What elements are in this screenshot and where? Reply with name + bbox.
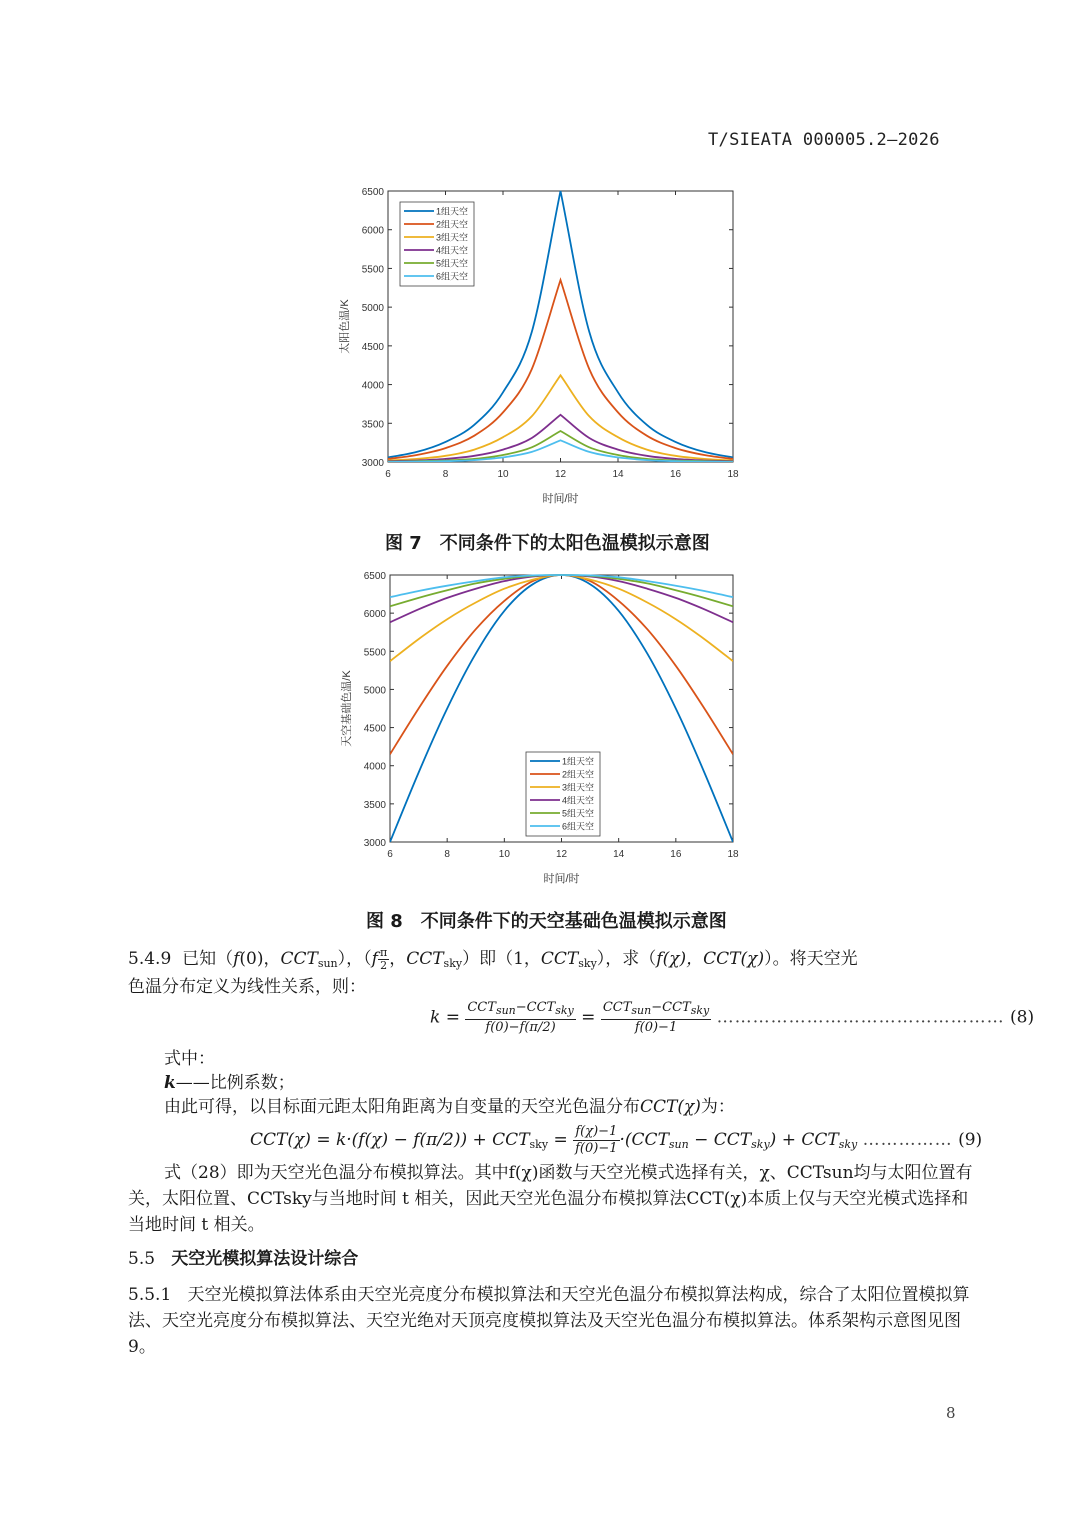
legend-entry: 6组天空 [436,271,469,282]
legend [526,752,600,836]
x-tick-label: 10 [497,469,509,480]
y-tick-label: 3000 [361,458,384,469]
figure-7-caption: 图 7 不同条件下的太阳色温模拟示意图 [385,533,710,554]
x-tick-label: 6 [385,469,391,480]
x-axis-label: 时间/时 [542,493,579,505]
where-label: 式中： [164,1049,215,1069]
legend-entry: 2组天空 [562,769,595,780]
y-axis-label: 太阳色温/K [339,299,351,354]
legend-entry: 1组天空 [436,206,469,217]
y-tick-label: 4000 [361,380,384,392]
legend-entry: 4组天空 [436,245,469,256]
y-tick-label: 6000 [361,225,384,237]
k-definition: k——比例系数； [164,1073,295,1093]
y-tick-label: 6500 [361,187,384,198]
equation-9: $CCT(\chi) = k\cdot(f(\chi) - f(\pi/2)) + CCT_{sky}$ = $\frac{f(\chi)-1}{f(0)-1}$ $\cdot(CCT_{sun} - CCT_{sky}) + CCT_{sky}$ …………… (9) [250,1124,983,1156]
y-axis-label: 天空基础色温/K [341,670,353,747]
x-tick-label: 18 [727,469,739,480]
eq8-fraction-1: $\frac{CCT_{sun}-CCT_{sky}}{f(0)-f(\pi/2)}$ [467,1000,574,1035]
equation-8: k = $\frac{CCT_{sun}-CCT_{sky}}{f(0)-f(\pi/2)}$ = $\frac{CCT_{sun}-CCT_{sky}}{f(0)-1}$ ………………………………………… (8) [430,1000,1035,1035]
eq8-fraction-2: $\frac{CCT_{sun}-CCT_{sky}}{f(0)-1}$ [602,1000,710,1035]
legend-entry: 6组天空 [562,821,595,832]
legend-entry: 2组天空 [436,219,469,230]
y-tick-label: 3000 [363,838,386,849]
equation-number: (9) [958,1130,983,1150]
legend-entry: 3组天空 [562,782,595,793]
section-5-5-heading: 5.5 天空光模拟算法设计综合 [128,1249,359,1269]
clause-5-4-9-line2: 色温分布定义为线性关系，则： [128,977,366,997]
x-tick-label: 10 [498,849,510,860]
page-number: 8 [946,1404,956,1422]
x-tick-label: 6 [387,849,393,860]
y-tick-label: 5500 [363,647,386,659]
legend-entry: 5组天空 [562,808,595,819]
clause-5-5-1: 5.5.1 天空光模拟算法体系由天空光亮度分布模拟算法和天空光色温分布模拟算法构成，综合了太阳位置模拟算法、天空光亮度分布模拟算法、天空光绝对天顶亮度模拟算法及天空光色温分布模拟算法。体系架构示意图见图9。 [128,1285,970,1357]
figure-8-caption: 图 8 不同条件下的天空基础色温模拟示意图 [366,911,727,932]
x-tick-label: 18 [727,849,739,860]
x-tick-label: 14 [612,469,624,480]
x-tick-label: 8 [444,849,450,860]
clause-number: 5.4.9 [128,949,172,969]
clause-5-4-9: 5.4.9 已知（f(0)，$CCT_{sun}$），（f $\frac{\pi}{2}$ ，$CCT_{sky}$）即（1，$CCT_{sky}$），求（f(χ)，CCT(χ)）。将天空光 [128,946,858,972]
x-tick-label: 16 [669,469,682,480]
x-axis-label: 时间/时 [543,873,580,885]
y-tick-label: 3500 [361,419,384,431]
y-tick-label: 4500 [363,723,386,735]
legend-entry: 4组天空 [562,795,595,806]
y-tick-label: 5000 [363,685,386,697]
y-tick-label: 3500 [363,799,386,811]
y-tick-label: 4500 [361,341,384,353]
standard-code-header: T/SIEATA 000005.2—2026 [708,130,940,150]
y-tick-label: 5000 [361,303,384,315]
x-tick-label: 12 [554,469,567,480]
legend-entry: 5组天空 [436,258,469,269]
y-tick-label: 5500 [361,264,384,276]
figure-7-chart [330,180,750,510]
y-tick-label: 6500 [363,571,386,582]
paragraph-eq28: 式（28）即为天空光色温分布模拟算法。其中f(χ)函数与天空光模式选择有关，χ、CCTsun均与太阳位置有关，太阳位置、CCTsky与当地时间 t 相关，因此天空光色温分布模拟算法CCT(χ)本质上仅与天空光模式选择和当地时间 t 相关。 [128,1163,973,1235]
x-tick-label: 8 [442,469,449,480]
figure-8-chart [330,562,750,892]
legend-entry: 3组天空 [436,232,469,243]
equation-number: (8) [1010,1007,1035,1028]
x-tick-label: 16 [670,849,682,860]
legend-entry: 1组天空 [562,756,595,767]
x-tick-label: 14 [613,849,625,860]
derivation-line: 由此可得，以目标面元距太阳角距离为自变量的天空光色温分布CCT(χ)为： [164,1097,735,1117]
x-tick-label: 12 [555,849,568,860]
legend [400,202,474,286]
y-tick-label: 4000 [363,761,386,773]
y-tick-label: 6000 [363,609,386,621]
